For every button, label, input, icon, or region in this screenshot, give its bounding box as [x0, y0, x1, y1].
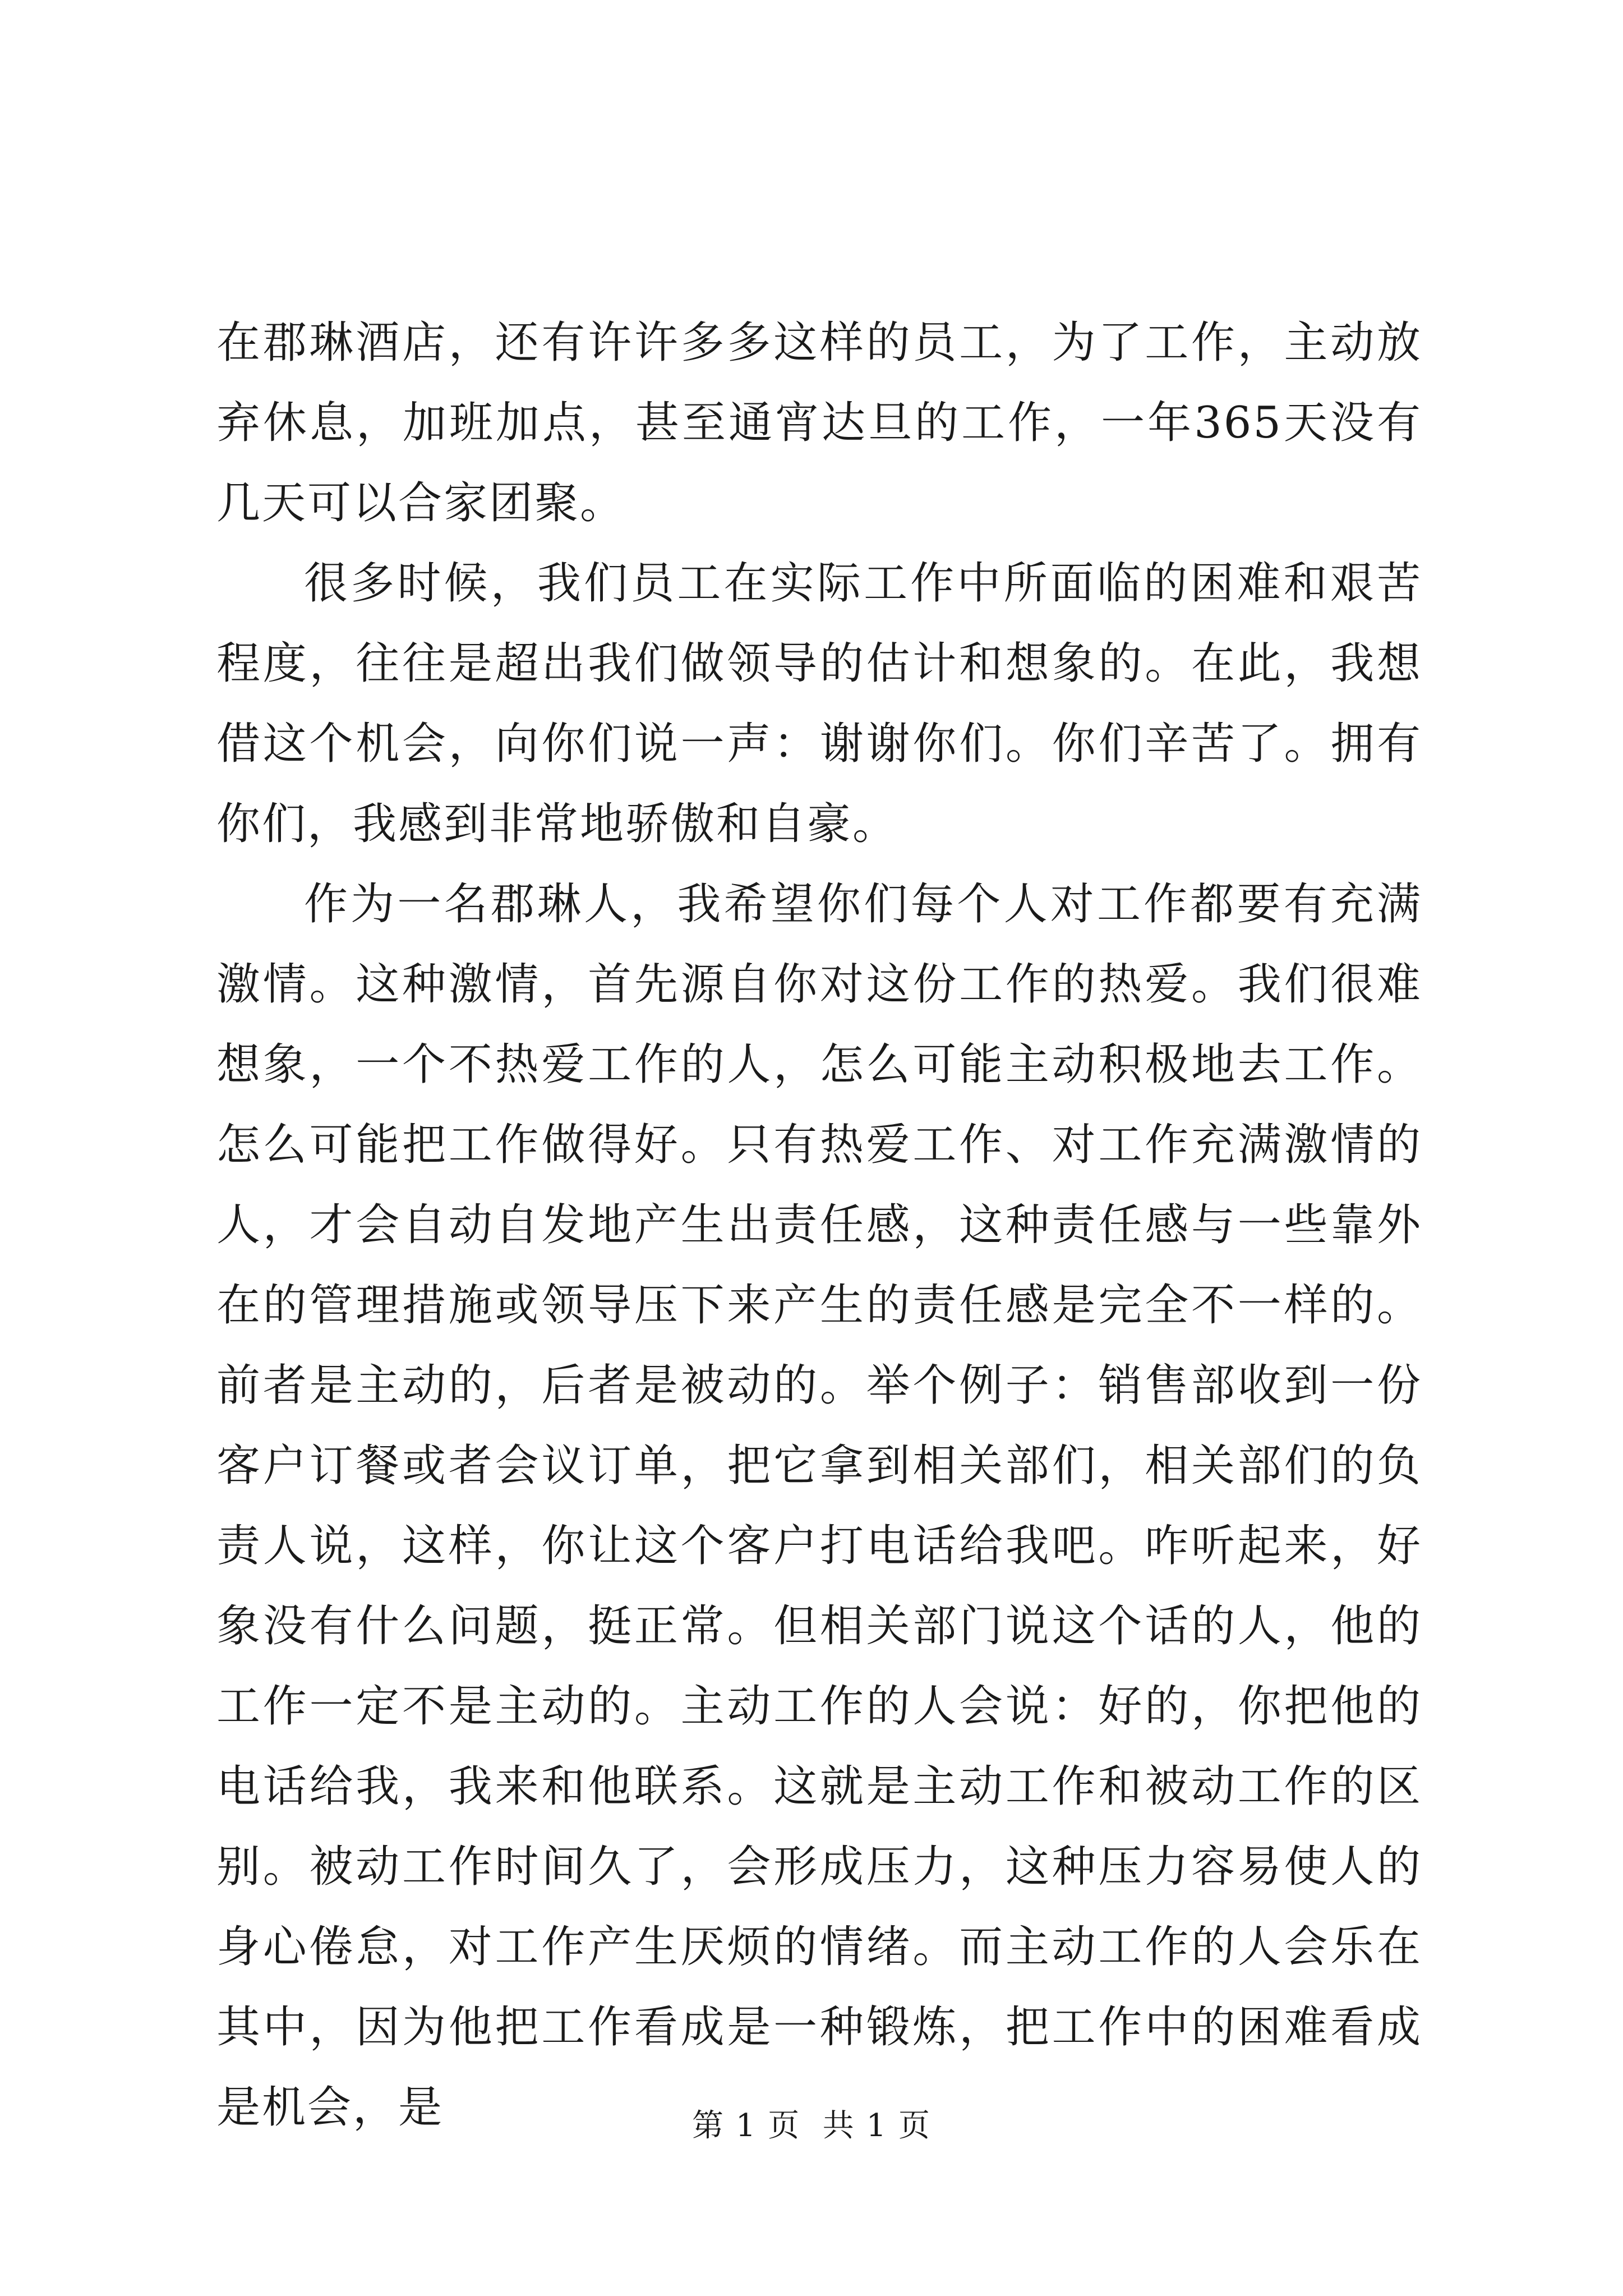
paragraph-3: 作为一名郡琳人，我希望你们每个人对工作都要有充满激情。这种激情，首先源自你对这份工作的热爱。我们很难想象，一个不热爱工作的人，怎么可能主动积极地去工作。怎么可能把工作做得好。只有热爱工作、对工作充满激情的人，才会自动自发地产生出责任感，这种责任感与一些靠外在的管理措施或领导压下来产生的责任感是完全不一样的。前者是主动的，后者是被动的。举个例子：销售部收到一份客户订餐或者会议订单，把它拿到相关部们，相关部们的负责人说，这样，你让这个客户打电话给我吧。咋听起来，好象没有什么问题，挺正常。但相关部门说这个话的人，他的工作一定不是主动的。主动工作的人会说：好的，你把他的电话给我，我来和他联系。这就是主动工作和被动工作的区别。被动工作时间久了，会形成压力，这种压力容易使人的身心倦怠，对工作产生厌烦的情绪。而主动工作的人会乐在其中，因为他把工作看成是一种锻炼，把工作中的困难看成是机会，是 [216, 879, 1422, 2133]
paragraph-2: 很多时候，我们员工在实际工作中所面临的困难和艰苦程度，往往是超出我们做领导的估计和想象的。在此，我想借这个机会，向你们说一声：谢谢你们。你们辛苦了。拥有你们，我感到非常地骄傲和自豪。 [216, 558, 1422, 849]
document-body [216, 303, 1422, 2148]
page-footer [0, 2106, 1623, 2146]
paragraph-1: 在郡琳酒店，还有许许多多这样的员工，为了工作，主动放弃休息，加班加点，甚至通宵达旦的工作，一年365天没有几天可以合家团聚。 [216, 318, 1422, 528]
page-number: 第 1 页 共 1 页 [691, 2108, 932, 2144]
